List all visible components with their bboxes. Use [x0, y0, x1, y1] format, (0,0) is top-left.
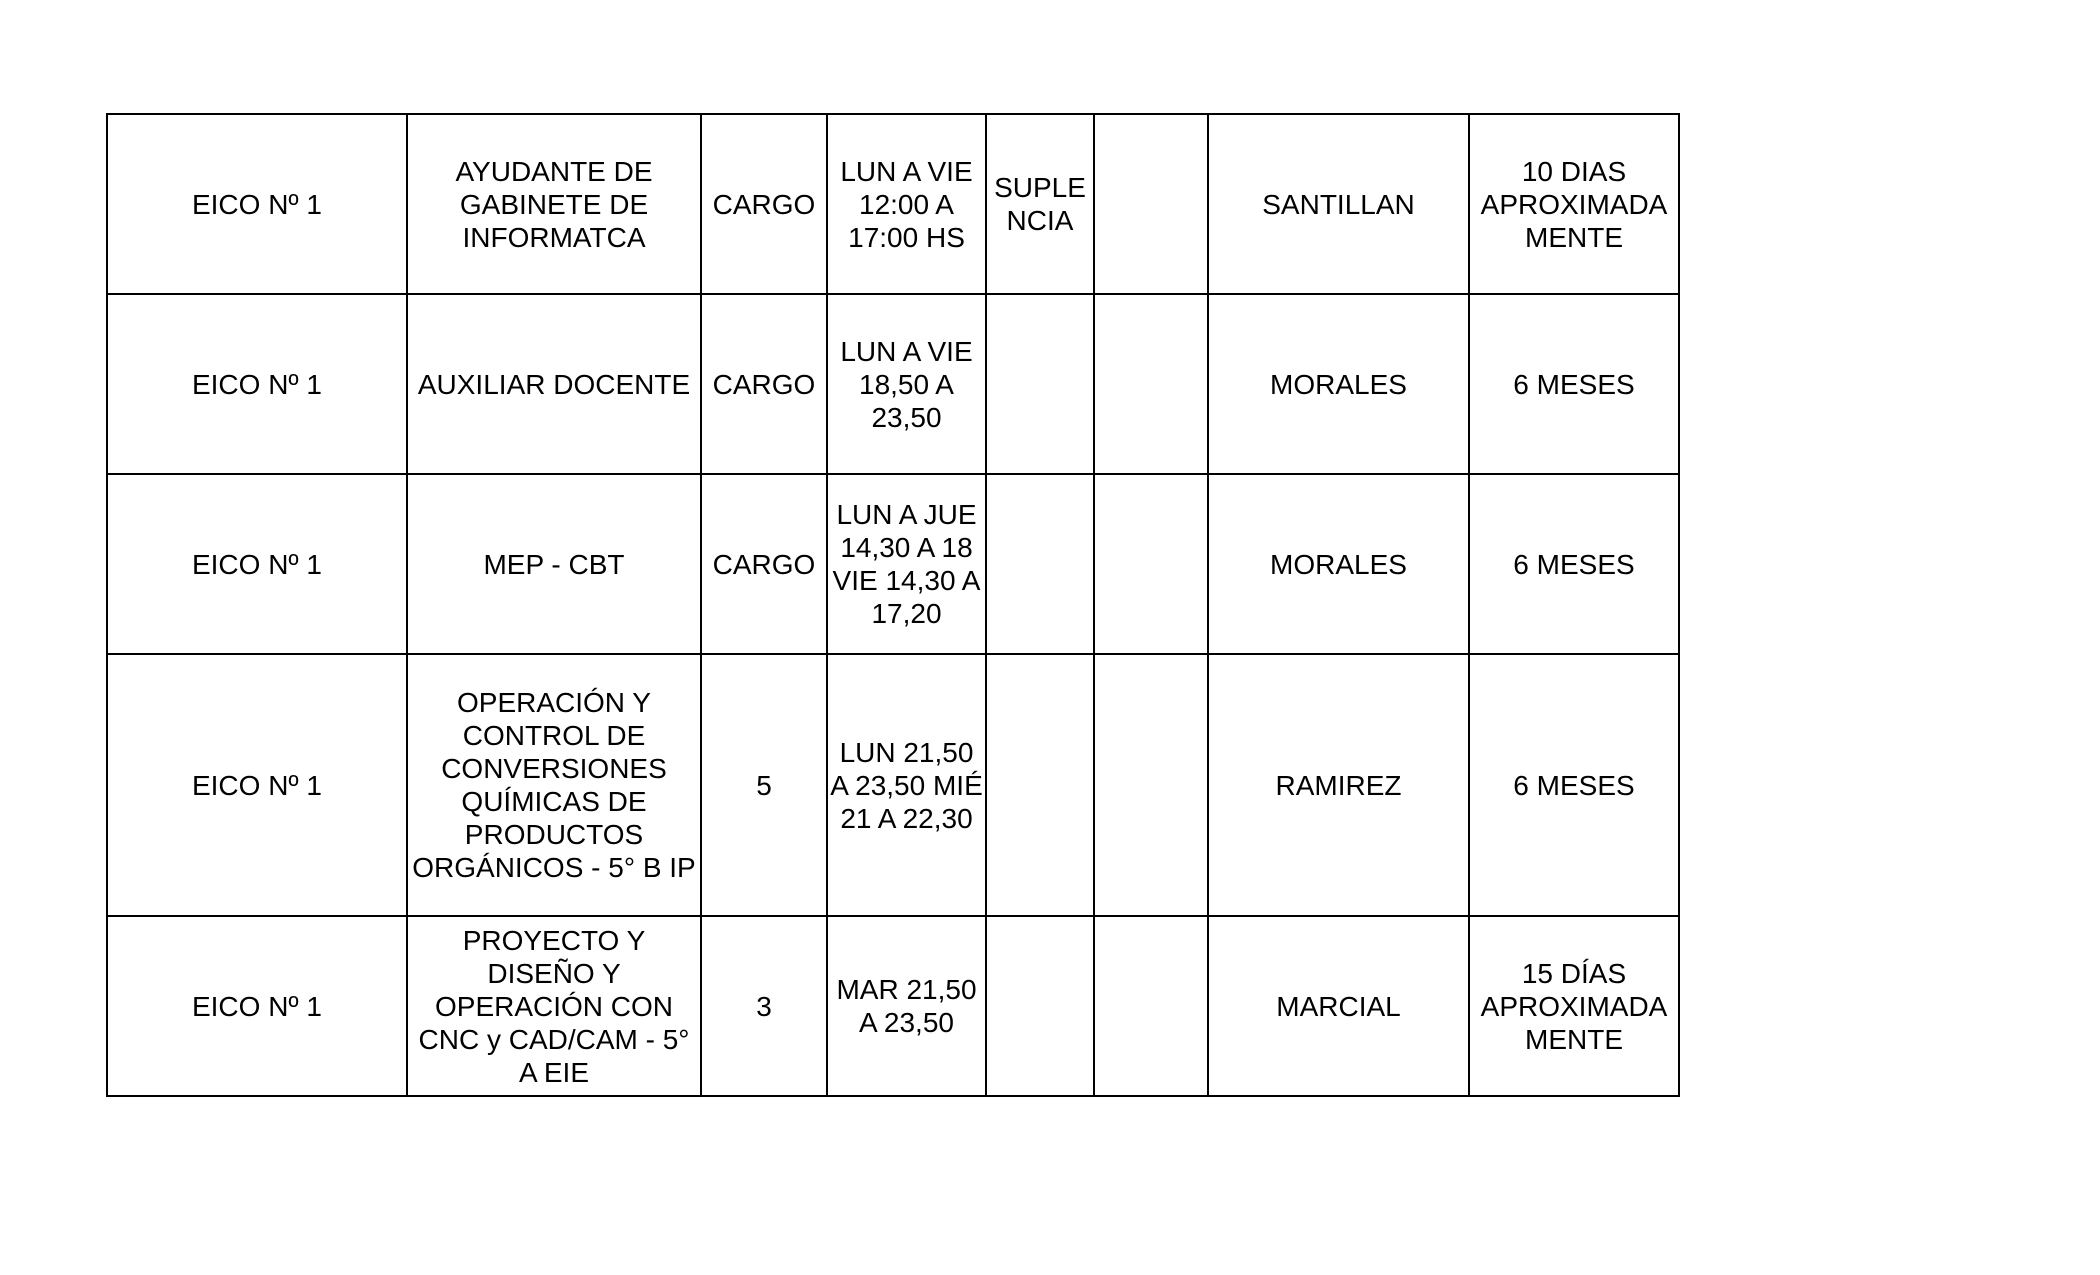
- table-row: [107, 654, 1679, 916]
- school-cell: EICO Nº 1: [107, 294, 407, 474]
- duration-cell: 6 MESES: [1469, 294, 1679, 474]
- hours-cell: CARGO: [701, 294, 827, 474]
- school-cell: EICO Nº 1: [107, 474, 407, 654]
- subject-cell: AUXILIAR DOCENTE: [407, 294, 701, 474]
- type-cell: [986, 474, 1094, 654]
- subject-cell: MEP - CBT: [407, 474, 701, 654]
- teacher-cell: MORALES: [1208, 474, 1469, 654]
- table-row: [107, 294, 1679, 474]
- type-cell: [986, 916, 1094, 1096]
- table-row: [107, 114, 1679, 294]
- subject-cell: AYUDANTE DE GABINETE DE INFORMATCA: [407, 114, 701, 294]
- table-row: [107, 474, 1679, 654]
- school-cell: EICO Nº 1: [107, 916, 407, 1096]
- duration-cell: 6 MESES: [1469, 474, 1679, 654]
- table-row: [107, 916, 1679, 1096]
- extra-cell: [1094, 916, 1208, 1096]
- teacher-cell: MORALES: [1208, 294, 1469, 474]
- type-cell: SUPLE NCIA: [986, 114, 1094, 294]
- teacher-cell: SANTILLAN: [1208, 114, 1469, 294]
- schedule-cell: LUN 21,50 A 23,50 MIÉ 21 A 22,30: [827, 654, 986, 916]
- subject-cell: OPERACIÓN Y CONTROL DE CONVERSIONES QUÍMICAS DE PRODUCTOS ORGÁNICOS - 5° B IP: [407, 654, 701, 916]
- schedule-cell: MAR 21,50 A 23,50: [827, 916, 986, 1096]
- extra-cell: [1094, 114, 1208, 294]
- schedule-cell: LUN A VIE 18,50 A 23,50: [827, 294, 986, 474]
- vacancies-table: [106, 113, 1680, 1097]
- schedule-cell: LUN A JUE 14,30 A 18 VIE 14,30 A 17,20: [827, 474, 986, 654]
- schedule-cell: LUN A VIE 12:00 A 17:00 HS: [827, 114, 986, 294]
- type-cell: [986, 654, 1094, 916]
- hours-cell: CARGO: [701, 474, 827, 654]
- hours-cell: 5: [701, 654, 827, 916]
- teacher-cell: RAMIREZ: [1208, 654, 1469, 916]
- extra-cell: [1094, 294, 1208, 474]
- duration-cell: 15 DÍAS APROXIMADA MENTE: [1469, 916, 1679, 1096]
- school-cell: EICO Nº 1: [107, 114, 407, 294]
- duration-cell: 6 MESES: [1469, 654, 1679, 916]
- hours-cell: 3: [701, 916, 827, 1096]
- school-cell: EICO Nº 1: [107, 654, 407, 916]
- teacher-cell: MARCIAL: [1208, 916, 1469, 1096]
- type-cell: [986, 294, 1094, 474]
- hours-cell: CARGO: [701, 114, 827, 294]
- duration-cell: 10 DIAS APROXIMADA MENTE: [1469, 114, 1679, 294]
- extra-cell: [1094, 654, 1208, 916]
- extra-cell: [1094, 474, 1208, 654]
- subject-cell: PROYECTO Y DISEÑO Y OPERACIÓN CON CNC y CAD/CAM - 5° A EIE: [407, 916, 701, 1096]
